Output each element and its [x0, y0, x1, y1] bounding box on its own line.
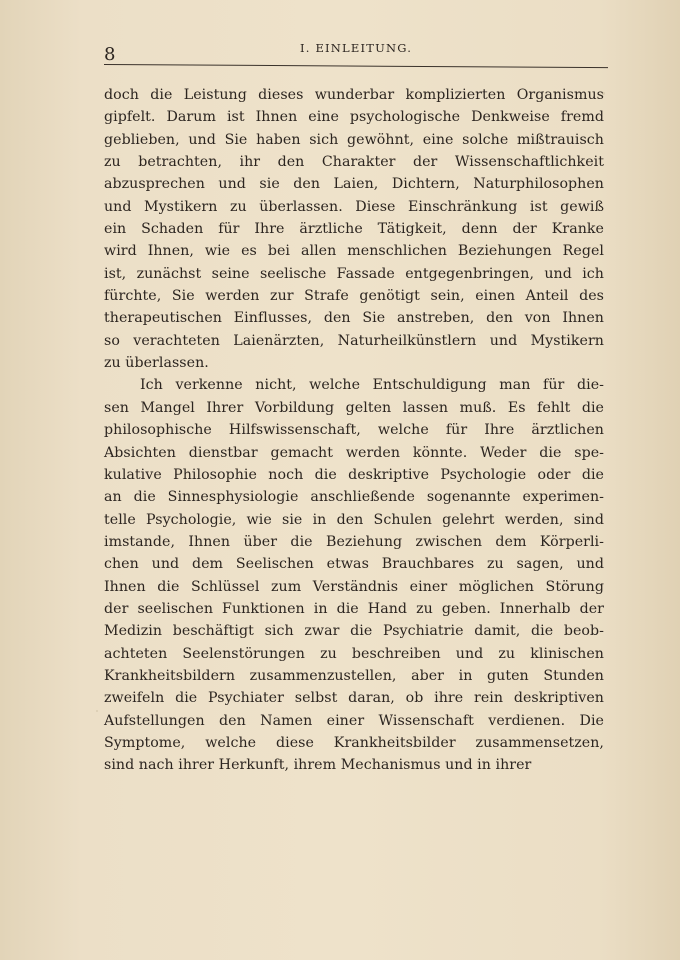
- text-line: zu überlassen.: [104, 355, 209, 372]
- text-line: sind nach ihrer Herkunft, ihrem Mechanismus und in ihrer: [104, 757, 532, 774]
- text-line: ein Schaden für Ihre ärztliche Tätigkeit, denn der Kranke: [104, 221, 604, 238]
- text-line: Medizin beschäftigt sich zwar die Psychiatrie damit, die beob-: [104, 623, 604, 640]
- text-line: wird Ihnen, wie es bei allen menschlichen Beziehungen Regel: [104, 243, 604, 260]
- running-head: I. EINLEITUNG.: [300, 41, 413, 55]
- paragraphs: [104, 84, 604, 777]
- ink-speck: [602, 92, 605, 95]
- text-line: sen Mangel Ihrer Vorbildung gelten lassen muß. Es fehlt die: [104, 399, 604, 416]
- text-line: fürchte, Sie werden zur Strafe genötigt sein, einen Anteil des: [104, 288, 604, 305]
- header-rule: [104, 64, 608, 68]
- text-line: telle Psychologie, wie sie in den Schulen gelehrt werden, sind: [104, 511, 604, 528]
- text-line: chen und dem Seelischen etwas Brauchbares zu sagen, und: [104, 556, 604, 573]
- text-line: imstande, Ihnen über die Beziehung zwischen dem Körperli-: [104, 533, 604, 550]
- ink-speck: [96, 710, 98, 712]
- text-line: philosophische Hilfswissenschaft, welche für Ihre ärztlichen: [104, 422, 604, 439]
- page-header: [104, 38, 608, 64]
- text-line: der seelischen Funktionen in die Hand zu geben. Innerhalb der: [104, 600, 604, 617]
- paragraph: [104, 374, 604, 776]
- text-line: und Mystikern zu überlassen. Diese Einschränkung ist gewiß: [104, 198, 604, 215]
- text-line: Aufstellungen den Namen einer Wissenschaft verdienen. Die: [104, 712, 604, 729]
- text-line: achteten Seelenstörungen zu beschreiben und zu klinischen: [104, 645, 604, 662]
- page-number: 8: [104, 44, 116, 65]
- text-line: abzusprechen und sie den Laien, Dichtern, Naturphilosophen: [104, 176, 604, 193]
- text-line: so verachteten Laienärzten, Naturheilkünstlern und Mystikern: [104, 332, 604, 349]
- text-line: ist, zunächst seine seelische Fassade entgegenbringen, und ich: [104, 265, 604, 282]
- text-line: an die Sinnesphysiologie anschließende sogenannte experimen-: [104, 489, 604, 506]
- text-line: Ihnen die Schlüssel zum Verständnis einer möglichen Störung: [104, 578, 604, 595]
- text-line: kulative Philosophie noch die deskriptive Psychologie oder die: [104, 466, 604, 483]
- body-text: [104, 84, 604, 777]
- paragraph: [104, 84, 604, 374]
- text-line: Krankheitsbildern zusammenzustellen, aber in guten Stunden: [104, 667, 604, 684]
- text-line: Absichten dienstbar gemacht werden könnte. Weder die spe-: [104, 444, 604, 461]
- text-line: zu betrachten, ihr den Charakter der Wissenschaftlichkeit: [104, 154, 604, 171]
- text-line: Ich verkenne nicht, welche Entschuldigung man für die-: [140, 377, 604, 394]
- text-line: doch die Leistung dieses wunderbar komplizierten Organismus: [104, 87, 604, 103]
- text-line: geblieben, und Sie haben sich gewöhnt, eine solche mißtrauisch: [104, 131, 604, 148]
- text-line: Symptome, welche diese Krankheitsbilder zusammensetzen,: [104, 734, 604, 751]
- text-line: gipfelt. Darum ist Ihnen eine psychologische Denkweise fremd: [104, 109, 604, 126]
- text-line: therapeutischen Einflusses, den Sie anstreben, den von Ihnen: [104, 310, 604, 327]
- text-line: zweifeln die Psychiater selbst daran, ob ihre rein deskriptiven: [104, 690, 604, 707]
